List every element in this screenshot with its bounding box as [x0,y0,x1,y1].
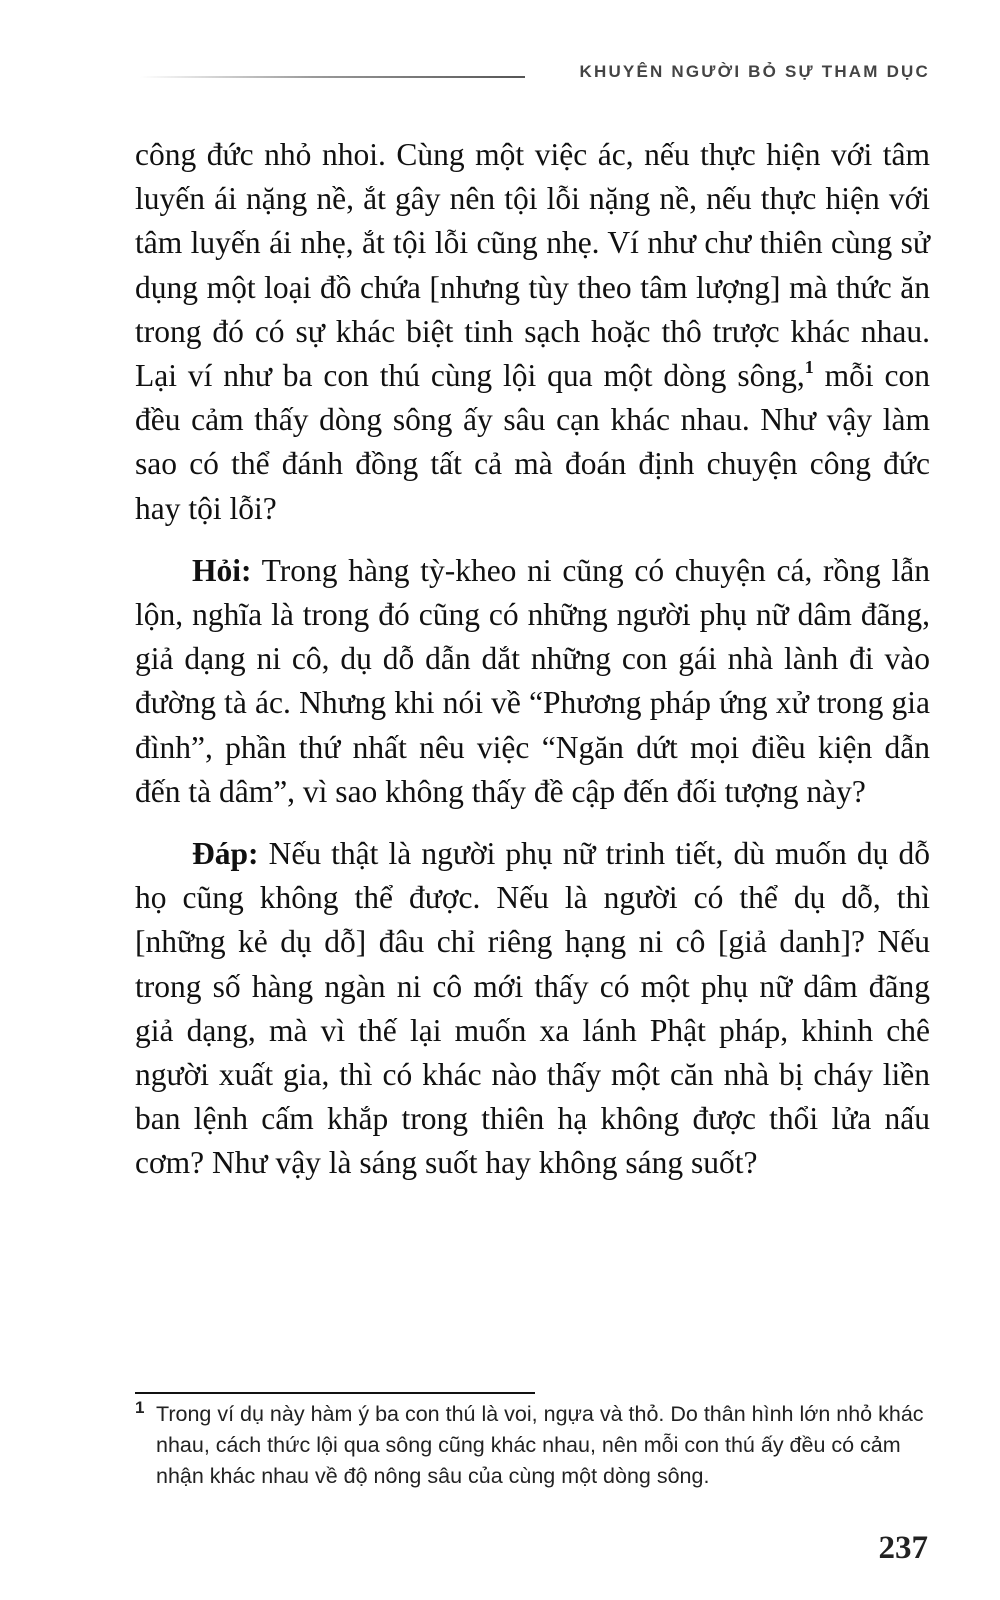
header-rule [140,77,525,78]
footnote-marker: 1 [135,1398,145,1417]
answer-text: Nếu thật là người phụ nữ trinh tiết, dù muốn dụ dỗ họ cũng không thể được. Nếu là người có thể dụ dỗ, thì [những kẻ dụ dỗ] đâu chỉ riêng hạng ni cô [giả danh]? Nếu trong số hàng ngàn ni cô mới thấy có một phụ nữ dâm đãng giả dạng, mà vì thế lại muốn xa lánh Phật pháp, khinh chê người xuất gia, thì có khác nào thấy một căn nhà bị cháy liền ban lệnh cấm khắp trong thiên hạ không được thổi lửa nấu cơm? Như vậy là sáng suốt hay không sáng suốt? [135,836,930,1181]
paragraph-answer [135,832,930,1186]
question-text: Trong hàng tỳ-kheo ni cũng có chuyện cá, rồng lẫn lộn, nghĩa là trong đó cũng có những người phụ nữ dâm đãng, giả dạng ni cô, dụ dỗ dẫn dắt những con gái nhà lành đi vào đường tà ác. Nhưng khi nói về “Phương pháp ứng xử trong gia đình”, phần thứ nhất nêu việc “Ngăn dứt mọi điều kiện dẫn đến tà dâm”, vì sao không thấy đề cập đến đối tượng này? [135,552,930,809]
footnote [135,1399,930,1492]
running-title: KHUYÊN NGƯỜI BỎ SỰ THAM DỤC [579,62,930,81]
page-number: 237 [878,1530,928,1566]
main-text [135,133,930,1204]
answer-label: Đáp: [192,836,259,872]
footnote-reference[interactable]: 1 [804,356,814,377]
paragraph-1 [135,133,930,531]
paragraph-1-text: công đức nhỏ nhoi. Cùng một việc ác, nếu thực hiện với tâm luyến ái nặng nề, ắt gây nên tội lỗi nặng nề, nếu thực hiện với tâm luyến ái nhẹ, ắt tội lỗi cũng nhẹ. Ví như chư thiên cùng sử dụng một loại đồ chứa [nhưng tùy theo tâm lượng] mà thức ăn trong đó có sự khác biệt tinh sạch hoặc thô trược khác nhau. Lại ví như ba con thú cùng lội qua một dòng sông, [135,137,930,394]
footnote-divider [135,1392,535,1394]
question-label: Hỏi: [192,552,252,588]
paragraph-question [135,549,930,814]
paragraph-1-tail: mỗi con đều cảm thấy dòng sông ấy sâu cạn khác nhau. Như vậy làm sao có thể đánh đồng tất cả mà đoán định chuyện công đức hay tội lỗi? [135,358,930,526]
footnote-text: Trong ví dụ này hàm ý ba con thú là voi, ngựa và thỏ. Do thân hình lớn nhỏ khác nhau, cách thức lội qua sông cũng khác nhau, nên mỗi con thú ấy đều có cảm nhận khác nhau về độ nông sâu của cùng một dòng sông. [156,1402,924,1488]
